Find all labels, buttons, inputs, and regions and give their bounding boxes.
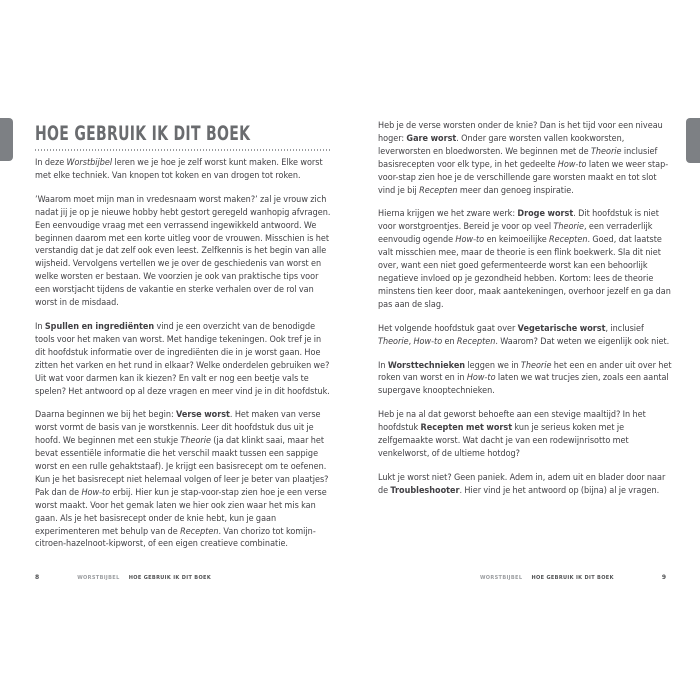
paragraph: Heb je na al dat geworst behoefte aan een stevige maaltijd? In het hoofdstuk Recepten met worst kun je serieus koken met je zelfgemaakte worst. Wat dacht je van een rodewijnrisotto met venkelworst, of de ultieme hotdog? xyxy=(378,409,646,459)
right-page-text xyxy=(378,120,674,509)
page-footer-left xyxy=(35,574,211,581)
left-page-text xyxy=(35,157,331,562)
chapter-edge-tab-left xyxy=(0,118,13,161)
running-head-left xyxy=(77,575,211,581)
paragraph: In Worsttechnieken leggen we in Theorie het een en ander uit over het roken van worst en in How-to laten we wat trucjes zien, zoals een aantal supergave knooptechnieken. xyxy=(378,359,672,397)
chapter-edge-tab-right xyxy=(686,118,700,163)
page-number-left: 8 xyxy=(35,574,40,581)
running-head-chapter: HOE GEBRUIK IK DIT BOEK xyxy=(128,575,212,581)
paragraph: Het volgende hoofdstuk gaat over Vegetarische worst, inclusief Theorie, How-to en Recepten. Waarom? Dat weten we eigenlijk ook niet. xyxy=(378,322,670,347)
chapter-title xyxy=(35,110,334,148)
chapter-title-text: HOE GEBRUIK IK DIT BOEK xyxy=(35,122,251,145)
page-footer-right xyxy=(378,574,666,581)
dotted-rule xyxy=(35,149,331,151)
page-number-right: 9 xyxy=(661,574,666,581)
running-head-chapter: HOE GEBRUIK IK DIT BOEK xyxy=(531,575,614,581)
paragraph: ’Waarom moet mijn man in vredesnaam worst maken?’ zal je vrouw zich nadat jij je op je nieuwe hobby hebt gestort geregeld wanhopig afvragen. Een eenvoudige vraag met een verrassend ingewikkeld antwoord. We beginnen daarom met een korte uitleg voor de vrouwen. Misschien is het verstandig dat je dat zelf ook even leest. Zelfkennis is het begin van alle wijsheid. Vervolgens vertellen we je over de geschiedenis van worst en welke worsten er bestaan. We voorzien je ook van praktische tips voor een worstjacht tijdens de vakantie en sterke verhalen over de rol van worst in de misdaad. xyxy=(35,193,331,309)
paragraph: Heb je de verse worsten onder de knie? Dan is het tijd voor een niveau hoger: Gare worst. Onder gare worsten vallen kookworsten, leverworsten en bloedworsten. We beginnen met de Theorie inclusief basisrecepten voor elk type, in het gedeelte How-to laten we weer stap-voor-stap zien hoe je de verschillende gare worsten maakt en tot slot vind je bij Recepten meer dan genoeg inspiratie. xyxy=(378,120,669,196)
paragraph: In Spullen en ingrediënten vind je een overzicht van de benodigde tools voor het maken van worst. Met handige tekeningen. Ook tref je in dit hoofdstuk informatie over de ingrediënten die in je worst gaan. Hoe zitten het varken en het rund in elkaar? Welke onderdelen gebruiken we? Uit wat voor darmen kan ik kiezen? En valt er nog een beetje vals te spelen? Het antwoord op al deze vragen en meer vind je in dit hoofdstuk. xyxy=(35,320,330,397)
running-head-book-title: WORSTBIJBEL xyxy=(479,575,523,581)
paragraph: Hierna krijgen we het zware werk: Droge worst. Dit hoofdstuk is niet voor worstgroentjes. Bereid je voor op veel Theorie, een verraderlijk eenvoudig ogende How-to en keimoeilijke Recepten. Goed, dat laatste valt misschien mee, maar de theorie is een flink boekwerk. Sla dit niet over, want een niet goed gefermenteerde worst kan een behoorlijk negatieve invloed op je gezondheid hebben. Kortom: lees de theorie minstens tien keer door, maak aantekeningen, overhoor jezelf en ga dan pas aan de slag. xyxy=(378,208,671,310)
paragraph: Daarna beginnen we bij het begin: Verse worst. Het maken van verse worst vormt de basis van je worstkennis. Leer dit hoofdstuk dus uit je hoofd. We beginnen met een stukje Theorie (ja dat klinkt saai, maar het bevat essentiële informatie die het verschil maakt tussen een sappige worst en een rulle gehaktstaaf). Je krijgt een basisrecept om te oefenen. Kun je het basisrecept niet helemaal volgen of leer je beter van plaatjes? Pak dan de How-to erbij. Hier kun je stap-voor-stap zien hoe je een verse worst maakt. Voor het gemak laten we hier ook zien waar het mis kan gaan. Als je het basisrecept onder de knie hebt, kun je gaan experimenteren met behulp van de Recepten. Van chorizo tot komijn-citroen-hazelnoot-kipworst, of een eigen creatieve combinatie. xyxy=(35,409,329,550)
running-head-right xyxy=(480,575,614,581)
paragraph: Lukt je worst niet? Geen paniek. Adem in, adem uit en blader door naar de Troubleshooter. Hier vind je het antwoord op (bijna) al je vragen. xyxy=(378,471,666,496)
paragraph: In deze Worstbijbel leren we je hoe je zelf worst kunt maken. Elke worst met elke techniek. Van knopen tot koken en van drogen tot roken. xyxy=(35,157,323,181)
running-head-book-title: WORSTBIJBEL xyxy=(77,575,120,581)
